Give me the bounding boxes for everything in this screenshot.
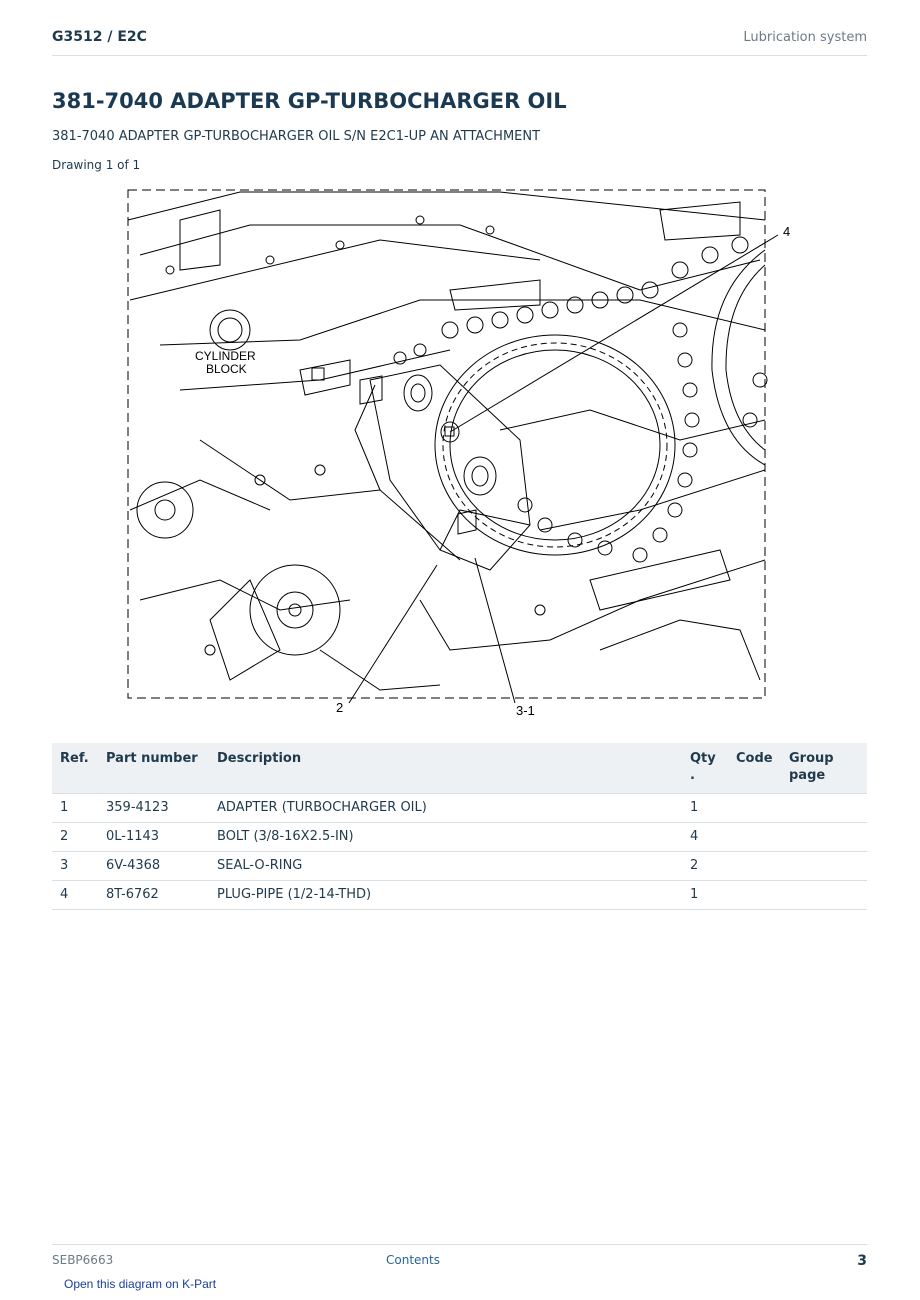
parts-table-header — [52, 743, 867, 794]
header-qty-line2: . — [690, 768, 695, 783]
row-code — [728, 852, 781, 881]
callout-2: 2 — [336, 700, 344, 715]
row-qty: 1 — [682, 794, 728, 823]
header-group-line2: page — [789, 768, 826, 783]
row-ref: 1 — [52, 794, 98, 823]
header-ref: Ref. — [52, 743, 98, 794]
document-model: G3512 / E2C — [52, 29, 147, 45]
row-code — [728, 794, 781, 823]
row-ref: 2 — [52, 823, 98, 852]
row-ref: 3 — [52, 852, 98, 881]
cylinder-block-label-line1: CYLINDER — [195, 349, 256, 363]
row-code — [728, 823, 781, 852]
callout-4: 4 — [783, 224, 791, 239]
header-part-number: Part number — [98, 743, 209, 794]
header-code: Code — [728, 743, 781, 794]
header-qty — [682, 743, 728, 794]
row-description: ADAPTER (TURBOCHARGER OIL) — [209, 794, 682, 823]
row-ref: 4 — [52, 881, 98, 910]
row-part-number: 8T-6762 — [98, 881, 209, 910]
row-part-number: 6V-4368 — [98, 852, 209, 881]
page-number: 3 — [857, 1253, 867, 1269]
row-part-number: 359-4123 — [98, 794, 209, 823]
row-part-number: 0L-1143 — [98, 823, 209, 852]
header-description: Description — [209, 743, 682, 794]
parts-diagram — [120, 180, 800, 725]
page-subtitle: 381-7040 ADAPTER GP-TURBOCHARGER OIL S/N E2C1-UP AN ATTACHMENT — [52, 129, 541, 144]
drawing-count: Drawing 1 of 1 — [52, 158, 141, 172]
row-description: SEAL-O-RING — [209, 852, 682, 881]
table-row — [52, 881, 867, 910]
cylinder-block-label-line2: BLOCK — [206, 362, 247, 376]
row-group-page — [781, 852, 867, 881]
callout-3-1: 3-1 — [516, 703, 535, 718]
parts-table — [52, 743, 867, 910]
page-title: 381-7040 ADAPTER GP-TURBOCHARGER OIL — [52, 89, 567, 113]
contents-link[interactable]: Contents — [386, 1253, 440, 1267]
header-group-page — [781, 743, 867, 794]
row-qty: 4 — [682, 823, 728, 852]
row-group-page — [781, 823, 867, 852]
header-group-line1: Group — [789, 751, 834, 766]
row-description: PLUG-PIPE (1/2-14-THD) — [209, 881, 682, 910]
table-row — [52, 852, 867, 881]
table-row — [52, 823, 867, 852]
row-group-page — [781, 881, 867, 910]
row-description: BOLT (3/8-16X2.5-IN) — [209, 823, 682, 852]
footer-divider — [52, 1244, 867, 1245]
row-code — [728, 881, 781, 910]
open-kpart-link[interactable]: Open this diagram on K-Part — [64, 1277, 217, 1291]
document-id: SEBP6663 — [52, 1253, 114, 1267]
row-group-page — [781, 794, 867, 823]
header-divider — [52, 55, 867, 56]
table-row — [52, 794, 867, 823]
row-qty: 1 — [682, 881, 728, 910]
row-qty: 2 — [682, 852, 728, 881]
section-name: Lubrication system — [743, 30, 867, 45]
header-qty-line1: Qty — [690, 751, 716, 766]
